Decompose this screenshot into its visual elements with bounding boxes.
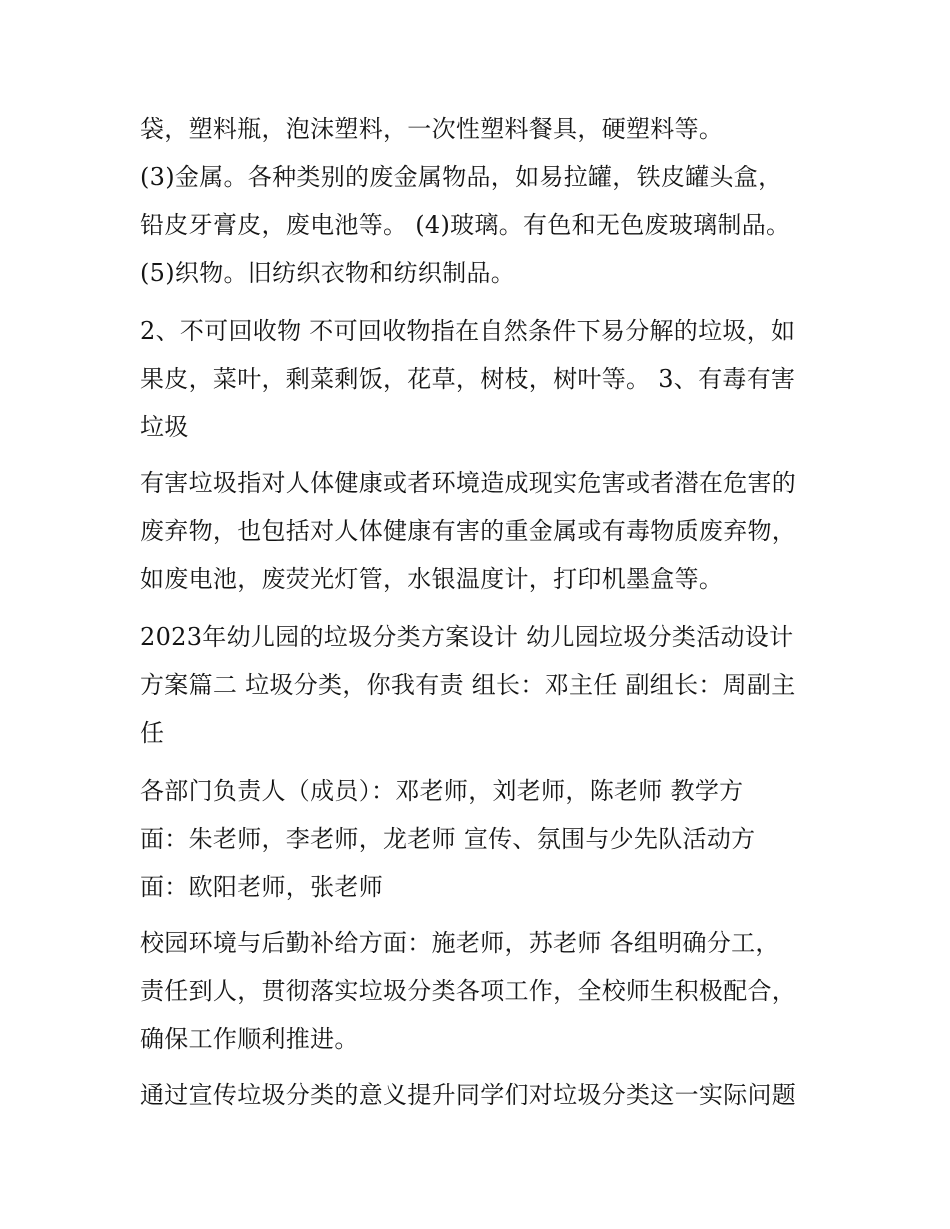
text-line: 方案篇二 垃圾分类，你我有责 组长：邓主任 副组长：周副主 [140,671,796,699]
text-line: 校园环境与后勤补给方面：施老师，苏老师 各组明确分工， [140,929,780,957]
text-line: 任 [140,719,165,747]
text-line: 果皮，菜叶，剩菜剩饭，花草，树枝，树叶等。 3、有毒有害 [140,365,796,393]
text-line: 责任到人，贯彻落实垃圾分类各项工作，全校师生积极配合， [140,977,797,1005]
text-line: 面：欧阳老师，张老师 [140,873,383,901]
text-line: 通过宣传垃圾分类的意义提升同学们对垃圾分类这一实际问题 [140,1081,797,1109]
text-line: 2023年幼儿园的垃圾分类方案设计 幼儿园垃圾分类活动设计 [140,623,794,651]
text-line: 废弃物，也包括对人体健康有害的重金属或有毒物质废弃物， [140,517,797,545]
text-line: 袋，塑料瓶，泡沫塑料，一次性塑料餐具，硬塑料等。 [140,115,724,143]
text-line: 2、不可回收物 不可回收物指在自然条件下易分解的垃圾，如 [140,317,796,345]
text-line: 如废电池，废荧光灯管，水银温度计，打印机墨盒等。 [140,565,724,593]
text-line: 铅皮牙膏皮，废电池等。 (4)玻璃。有色和无色废玻璃制品。 [140,211,791,239]
text-line: (5)织物。旧纺织衣物和纺织制品。 [140,259,516,287]
text-line: 各部门负责人（成员）：邓老师，刘老师，陈老师 教学方 [140,777,744,805]
text-line: 面：朱老师，李老师，龙老师 宣传、氛围与少先队活动方 [140,825,756,853]
text-line: 确保工作顺利推进。 [140,1025,359,1053]
text-line: (3)金属。各种类别的废金属物品，如易拉罐，铁皮罐头盒， [140,163,783,191]
text-line: 有害垃圾指对人体健康或者环境造成现实危害或者潜在危害的 [140,469,797,497]
text-line: 垃圾 [140,413,189,441]
